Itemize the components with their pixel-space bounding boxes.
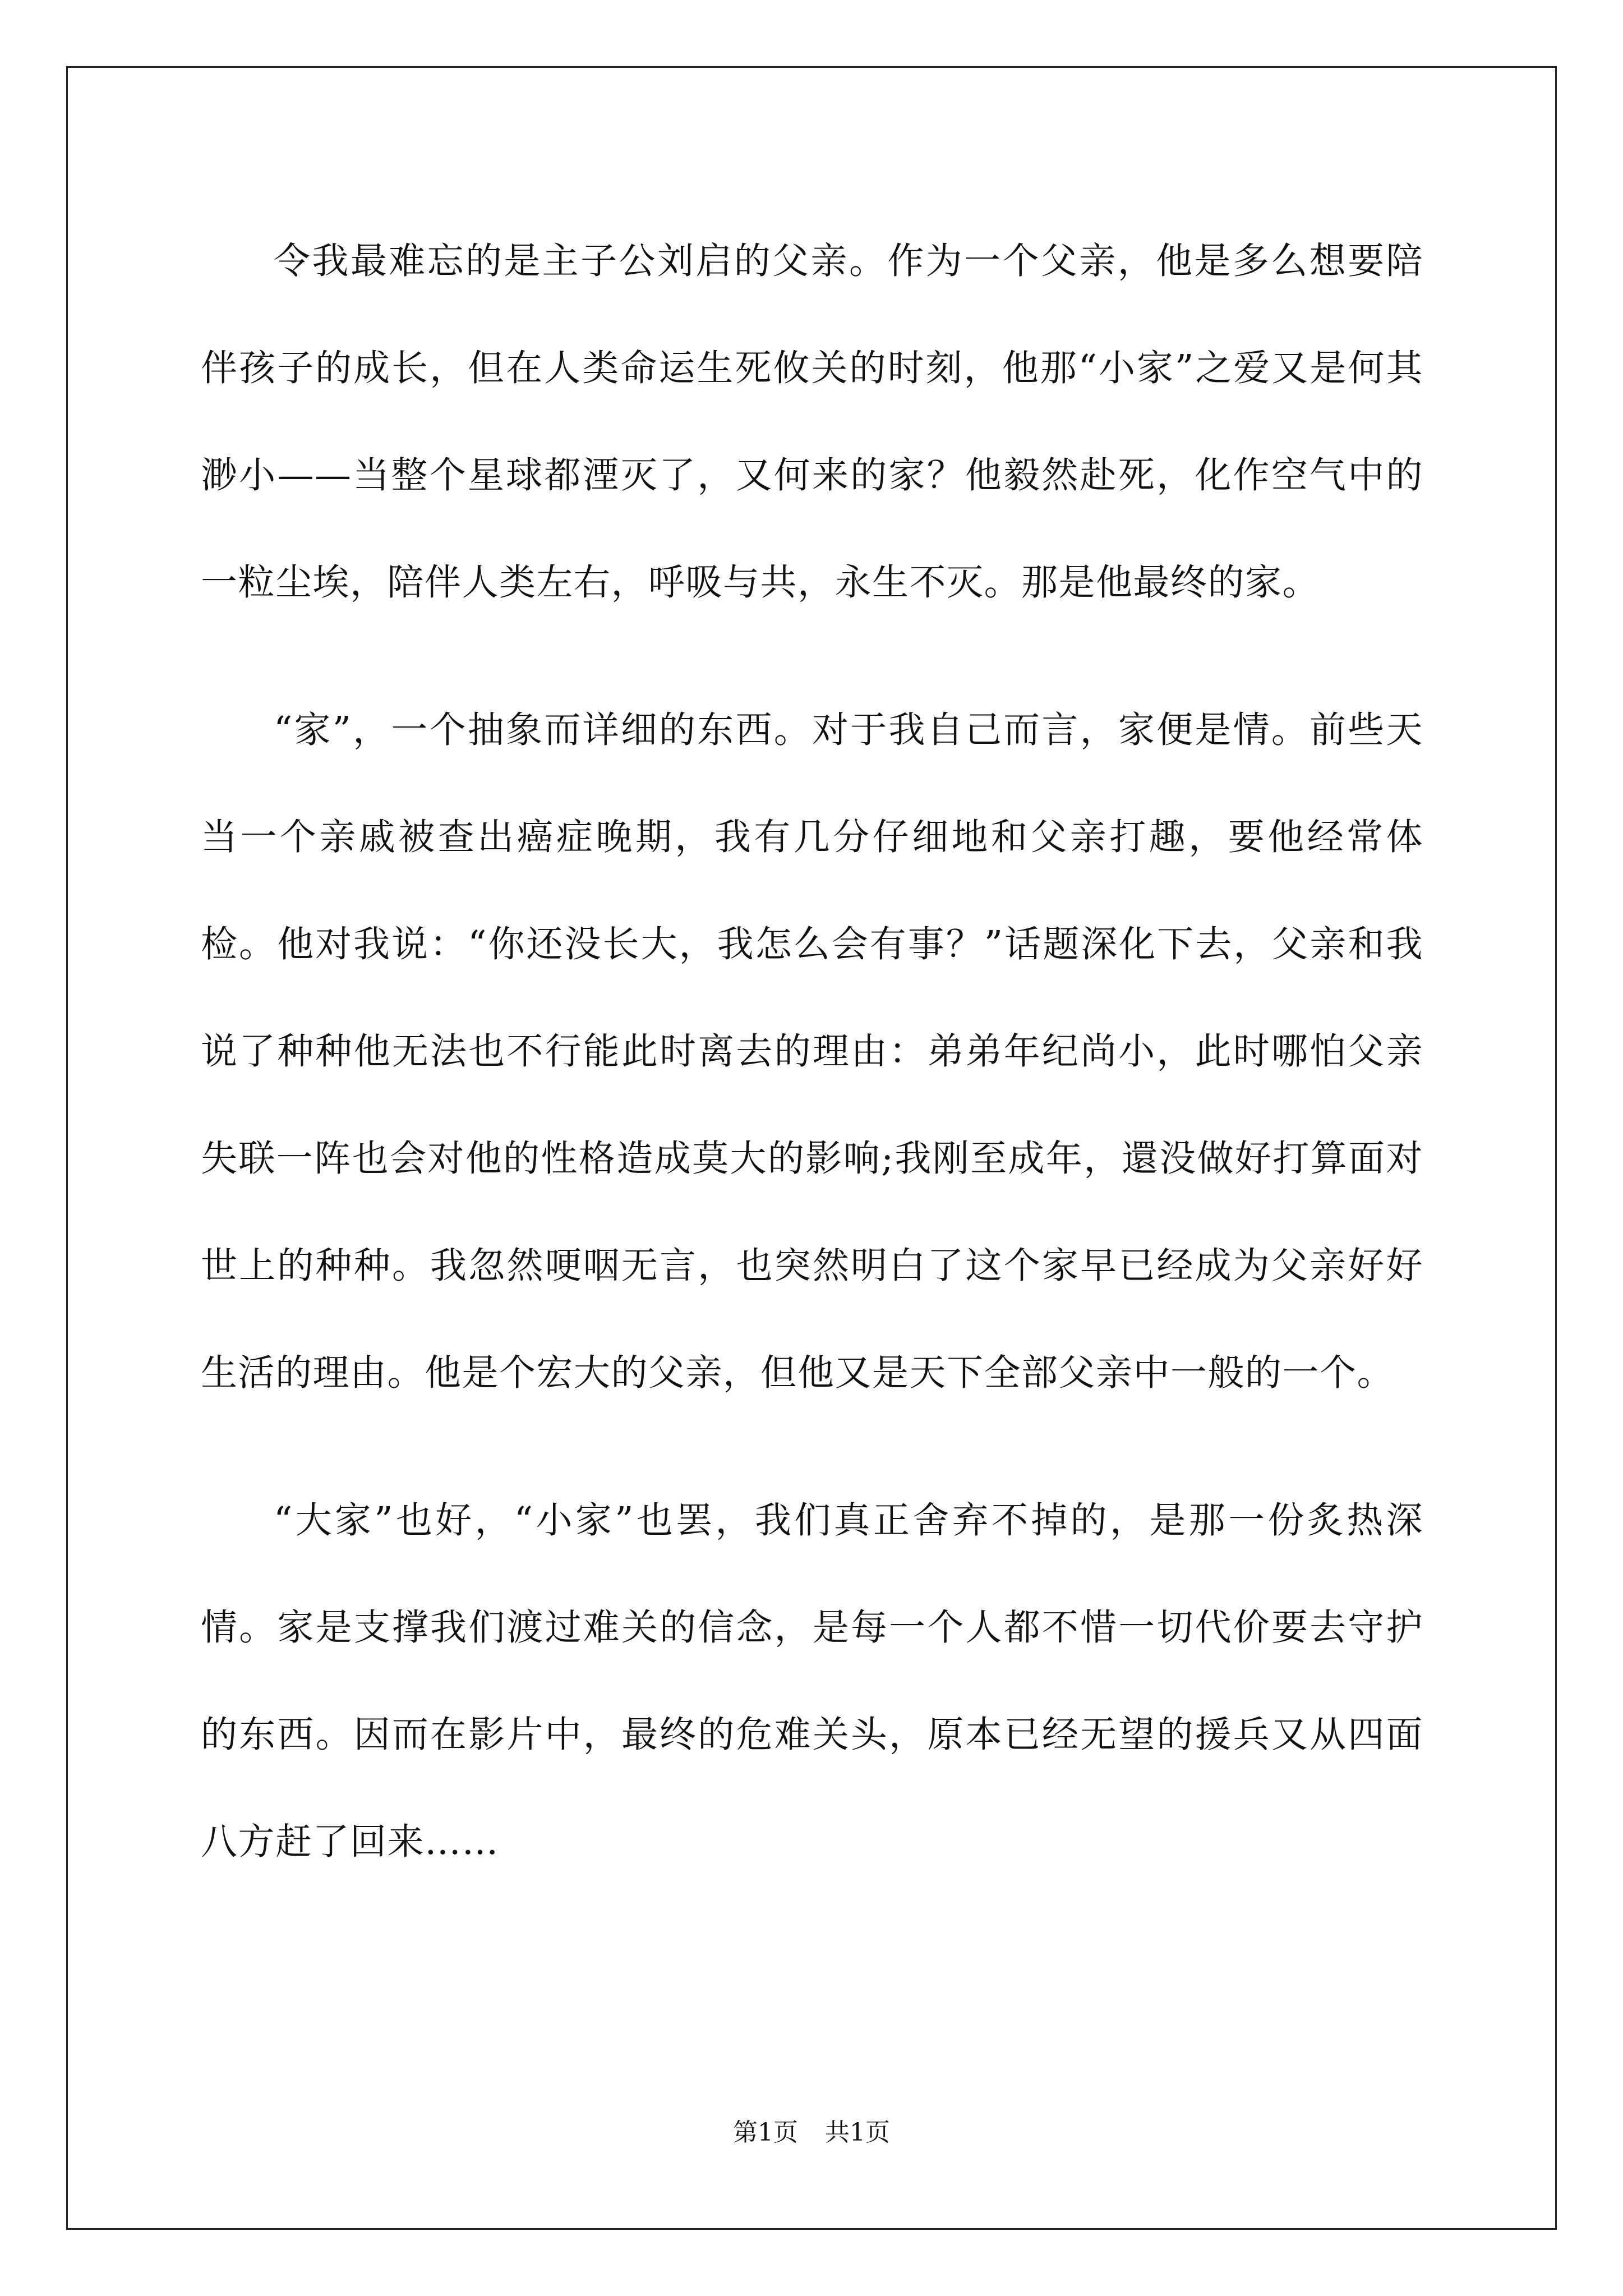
paragraph-3: “大家”也好，“小家”也罢，我们真正舍弃不掉的，是那一份炙热深情。家是支撑我们渡过难关的信念，是每一个人都不惜一切代价要去守护的东西。因而在影片中，最终的危难关头，原本已经无望的援兵又从四面八方赶了回来……	[201, 1499, 1423, 1863]
document-body	[201, 208, 1423, 1936]
page-footer	[0, 2116, 1623, 2150]
page-number-current: 第1页	[733, 2118, 798, 2147]
paragraph-2: “家”，一个抽象而详细的东西。对于我自己而言，家便是情。前些天当一个亲戚被查出癌症晚期，我有几分仔细地和父亲打趣，要他经常体检。他对我说：“你还没长大，我怎么会有事？”话题深化下去，父亲和我说了种种他无法也不行能此时离去的理由：弟弟年纪尚小，此时哪怕父亲失联一阵也会对他的性格造成莫大的影响;我刚至成年，還没做好打算面对世上的种种。我忽然哽咽无言，也突然明白了这个家早已经成为父亲好好生活的理由。他是个宏大的父亲，但他又是天下全部父亲中一般的一个。	[201, 709, 1423, 1394]
page-number-total: 共1页	[825, 2118, 890, 2147]
paragraph-1: 令我最难忘的是主子公刘启的父亲。作为一个父亲，他是多么想要陪伴孩子的成长，但在人类命运生死攸关的时刻，他那“小家”之爱又是何其渺小——当整个星球都湮灭了，又何来的家？他毅然赴死，化作空气中的一粒尘埃，陪伴人类左右，呼吸与共，永生不灭。那是他最终的家。	[201, 240, 1423, 604]
